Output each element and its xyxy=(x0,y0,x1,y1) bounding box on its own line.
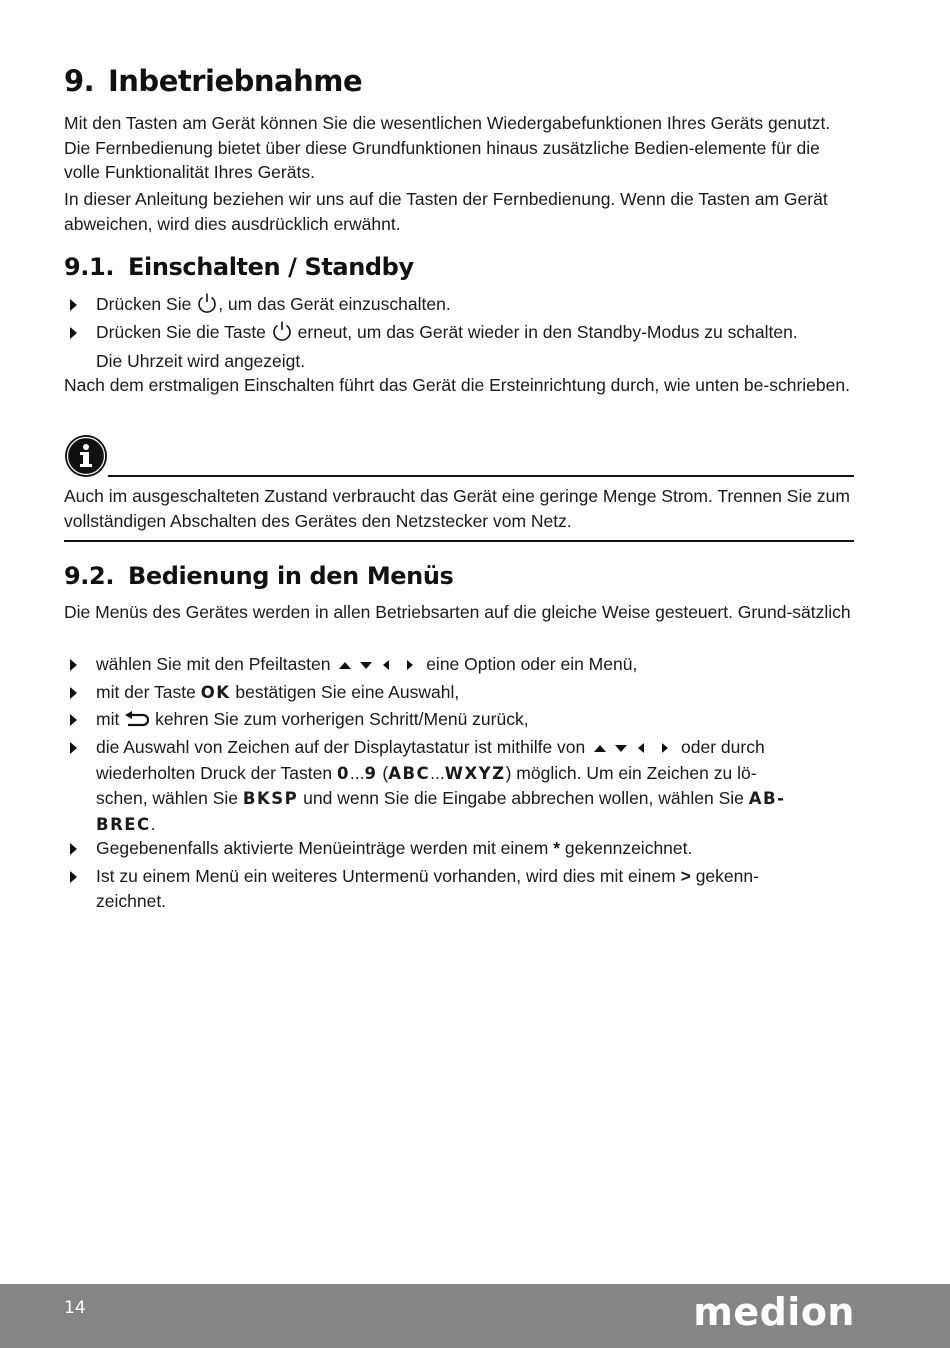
key-bksp: BKSP xyxy=(242,789,299,808)
text: schen, wählen Sie xyxy=(96,788,239,808)
list-item xyxy=(64,292,854,321)
key-0: 0 xyxy=(336,763,350,783)
bullet-triangle-icon xyxy=(70,299,77,311)
info-note-text: Auch im ausgeschalteten Zustand verbraucht das Gerät eine geringe Menge Strom. Trennen Sie zum vollständigen Abschalten des Gerätes den Netzstecker vom Netz. xyxy=(64,486,850,531)
section-9-1-heading xyxy=(64,253,414,281)
text: zeichnet. xyxy=(96,890,167,911)
list-item xyxy=(64,836,854,861)
section-title: Inbetriebnahme xyxy=(108,64,363,98)
section-title: Bedienung in den Menüs xyxy=(128,562,454,590)
section-title: Einschalten / Standby xyxy=(128,253,414,281)
back-arrow-icon xyxy=(124,711,150,736)
section-number: 9.2. xyxy=(64,562,115,590)
section-9-paragraph-1: Mit den Tasten am Gerät können Sie die wesentlichen Wiedergabefunktionen Ihres Geräts genutzt. Die Fernbedienung bietet über diese Grundfunktionen hinaus zusätzliche Bedien-elemente für die volle Funktionalität Ihres Geräts. xyxy=(64,113,831,182)
bullet-triangle-icon xyxy=(70,327,77,339)
section-number: 9. xyxy=(64,64,95,98)
info-icon xyxy=(64,434,108,483)
text: die Auswahl von Zeichen auf der Displaytastatur ist mithilfe von xyxy=(96,737,586,757)
text: ) möglich. Um ein Zeichen zu lö- xyxy=(505,762,757,783)
text: wiederholten Druck der Tasten xyxy=(96,762,333,783)
key-9: 9 xyxy=(364,763,378,783)
text: gekenn- xyxy=(695,866,759,886)
info-divider-bottom xyxy=(64,540,854,542)
bullet-triangle-icon xyxy=(70,871,77,883)
section-number: 9.1. xyxy=(64,253,115,281)
greater-than-symbol: > xyxy=(680,866,691,886)
medion-logo: medion xyxy=(693,1290,855,1334)
text: Drücken Sie xyxy=(96,294,192,314)
info-divider-top xyxy=(108,475,854,477)
bullet-triangle-icon xyxy=(70,843,77,855)
section-9-2-intro: Die Menüs des Gerätes werden in allen Betriebsarten auf die gleiche Weise gesteuert. Grund-sätzlich xyxy=(64,602,851,622)
text: . xyxy=(150,813,156,834)
page-footer xyxy=(0,1284,950,1348)
text: , um das Gerät einzuschalten. xyxy=(218,294,451,314)
list-item xyxy=(64,680,854,706)
key-ok: OK xyxy=(200,683,231,702)
bullet-triangle-icon xyxy=(70,714,77,726)
section-9-1-paragraph: Nach dem erstmaligen Einschalten führt das Gerät die Ersteinrichtung durch, wie unten be-schrieben. xyxy=(64,375,850,395)
text: Die Uhrzeit wird angezeigt. xyxy=(96,350,306,371)
power-icon xyxy=(271,320,293,349)
text: kehren Sie zum vorherigen Schritt/Menü zurück, xyxy=(155,709,529,729)
asterisk-symbol: * xyxy=(553,838,561,858)
key-abbrec-part1: AB- xyxy=(748,789,786,808)
text: und wenn Sie die Eingabe abbrechen wollen, wählen Sie xyxy=(303,788,744,808)
bullet-triangle-icon xyxy=(70,659,77,671)
key-abc: ABC xyxy=(388,763,431,783)
text: Drücken Sie die Taste xyxy=(96,322,266,342)
section-9-2-heading xyxy=(64,562,453,590)
section-9-paragraph-2: In dieser Anleitung beziehen wir uns auf die Tasten der Fernbedienung. Wenn die Tasten am Gerät abweichen, wird dies ausdrücklich erwähnt. xyxy=(64,189,828,234)
key-abbrec-part2: BREC xyxy=(96,814,151,834)
text: oder durch xyxy=(681,737,765,757)
power-icon xyxy=(196,292,218,321)
text: Ist zu einem Menü ein weiteres Untermenü vorhanden, wird dies mit einem xyxy=(96,866,676,886)
text: eine Option oder ein Menü, xyxy=(426,654,638,674)
list-item xyxy=(64,735,854,837)
list-item xyxy=(64,864,854,913)
arrow-keys-icon xyxy=(594,736,672,761)
text: gekennzeichnet. xyxy=(564,838,693,858)
arrow-keys-icon xyxy=(339,653,417,678)
list-item xyxy=(64,652,854,678)
bullet-triangle-icon xyxy=(70,687,77,699)
text: erneut, um das Gerät wieder in den Standby-Modus zu schalten. xyxy=(297,322,798,342)
text: ( xyxy=(382,762,389,783)
text: ... xyxy=(349,762,365,783)
text: Gegebenenfalls aktivierte Menüeinträge werden mit einem xyxy=(96,838,549,858)
text: ... xyxy=(430,762,445,783)
list-item xyxy=(64,320,854,373)
list-item xyxy=(64,707,854,736)
text: mit xyxy=(96,709,120,729)
text: mit der Taste xyxy=(96,682,196,702)
section-9-heading xyxy=(64,64,362,98)
bullet-triangle-icon xyxy=(70,742,77,754)
page-number: 14 xyxy=(64,1298,86,1318)
key-wxyz: WXYZ xyxy=(444,763,506,783)
text: bestätigen Sie eine Auswahl, xyxy=(235,682,460,702)
text: wählen Sie mit den Pfeiltasten xyxy=(96,654,331,674)
